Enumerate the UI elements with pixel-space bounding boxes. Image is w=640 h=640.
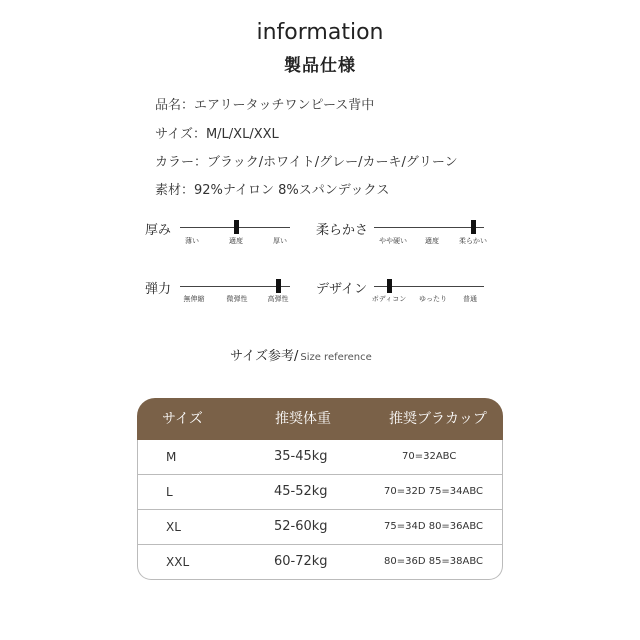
scale-design-tick-high: 普通: [463, 295, 477, 303]
scale-thickness-tick-low: 薄い: [185, 237, 199, 245]
scale-softness-tick-high: 柔らかい: [459, 237, 487, 245]
table-header: [137, 398, 503, 440]
title-english: information: [256, 20, 384, 45]
size-reference-title: サイズ参考/: [230, 349, 299, 364]
size-table: [137, 398, 503, 580]
cell-size: L: [166, 485, 173, 499]
info-sizes: サイズ：M/L/XL/XXL: [155, 127, 279, 142]
scale-design-marker: [387, 279, 392, 293]
cell-weight: 35-45kg: [274, 449, 328, 464]
scale-elasticity-tick-mid: 微弾性: [226, 295, 248, 303]
cell-size: M: [166, 450, 177, 464]
info-product-name: 品名：エアリータッチワンピース背中: [155, 98, 375, 113]
scale-thickness-label: 厚み: [145, 223, 172, 238]
scale-softness-tick-low: やや硬い: [379, 237, 407, 245]
scale-design-tick-mid: ゆったり: [419, 295, 447, 303]
cell-size: XL: [166, 520, 181, 534]
scale-design-label: デザイン: [316, 282, 368, 297]
scale-elasticity-tick-high: 高弾性: [267, 295, 289, 303]
scale-thickness-tick-high: 厚い: [273, 237, 287, 245]
cell-bra-cup: 75=34D 80=36ABC: [384, 521, 484, 532]
scale-elasticity-tick-low: 無伸縮: [183, 295, 205, 303]
cell-bra-cup: 80=36D 85=38ABC: [384, 556, 484, 567]
cell-weight: 45-52kg: [274, 484, 328, 499]
table-row: [137, 440, 503, 475]
scale-softness-label: 柔らかさ: [316, 223, 369, 238]
scale-softness-tick-mid: 適度: [425, 237, 439, 245]
header-size: サイズ: [162, 411, 203, 427]
scale-thickness-marker: [234, 220, 239, 234]
size-reference-heading: [230, 345, 372, 364]
scale-elasticity-marker: [276, 279, 281, 293]
table-row: [137, 545, 503, 580]
table-row: [137, 510, 503, 545]
size-reference-subtitle: Size reference: [300, 352, 372, 363]
scale-design-tick-low: ボディコン: [371, 295, 407, 303]
cell-weight: 52-60kg: [274, 519, 328, 534]
scale-softness-marker: [471, 220, 476, 234]
cell-size: XXL: [166, 555, 190, 569]
scale-softness-track: [374, 227, 484, 228]
scale-elasticity-track: [180, 286, 290, 287]
scale-elasticity-label: 弾力: [145, 282, 172, 297]
scale-thickness-tick-mid: 適度: [229, 237, 243, 245]
info-material: 素材：92%ナイロン 8%スパンデックス: [155, 183, 390, 198]
table-row: [137, 475, 503, 510]
header-bra-cup: 推奨ブラカップ: [389, 411, 487, 427]
cell-bra-cup: 70=32ABC: [402, 451, 457, 462]
header-weight: 推奨体重: [275, 411, 331, 427]
cell-bra-cup: 70=32D 75=34ABC: [384, 486, 484, 497]
info-colors: カラー：ブラック/ホワイト/グレー/カーキ/グリーン: [155, 155, 458, 170]
cell-weight: 60-72kg: [274, 554, 328, 569]
title-japanese: 製品仕様: [284, 56, 356, 76]
